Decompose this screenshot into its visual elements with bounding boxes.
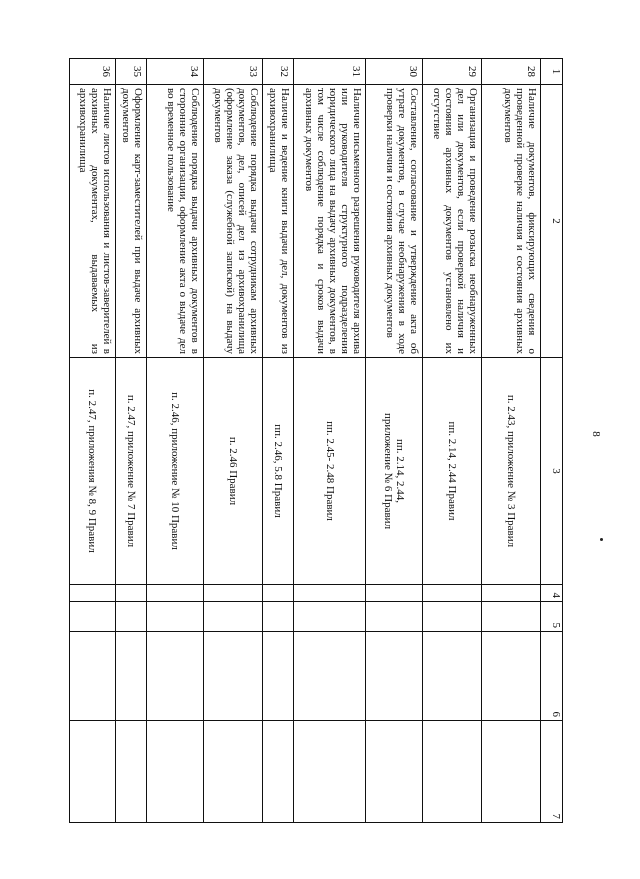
empty-answer-cell-7 <box>481 721 540 823</box>
table-row <box>294 59 366 823</box>
empty-answer-cell-4 <box>481 585 540 602</box>
table-row <box>366 59 423 823</box>
header-cell-6: 6 <box>541 632 563 721</box>
rule-reference <box>203 358 262 585</box>
requirement-description: Наличие письменного разрешения руководителя архива или руководителя структурного подразделения юридического лица на выдачу архивных документов, в том числе соблюдение порядка и сроков выдачи архивных документов <box>294 85 366 358</box>
header-cell-5: 5 <box>541 602 563 632</box>
empty-answer-cell-7 <box>294 721 366 823</box>
empty-answer-cell-6 <box>203 632 262 721</box>
empty-answer-cell-6 <box>146 632 203 721</box>
table-row <box>115 59 146 823</box>
table-row <box>203 59 262 823</box>
row-number: 29 <box>423 59 481 85</box>
header-cell-7: 7 <box>541 721 563 823</box>
header-cell-2: 2 <box>541 85 563 358</box>
row-number: 34 <box>146 59 203 85</box>
requirement-description: Наличие документов, фиксирующих сведения о проведенной проверке наличия и состояния архивных документов <box>481 85 540 358</box>
stray-dot <box>600 538 603 541</box>
empty-answer-cell-7 <box>263 721 294 823</box>
row-number: 33 <box>203 59 262 85</box>
empty-answer-cell-6 <box>366 632 423 721</box>
empty-answer-cell-7 <box>115 721 146 823</box>
requirement-description: Оформление карт-заместителей при выдаче архивных документов <box>115 85 146 358</box>
empty-answer-cell-4 <box>294 585 366 602</box>
empty-answer-cell-4 <box>423 585 481 602</box>
table-row <box>70 59 116 823</box>
empty-answer-cell-4 <box>366 585 423 602</box>
row-number: 28 <box>481 59 540 85</box>
empty-answer-cell-5 <box>481 602 540 632</box>
rule-reference-line: пп. 2.14, 2.44 Правил <box>446 421 459 521</box>
empty-answer-cell-7 <box>366 721 423 823</box>
row-number: 30 <box>366 59 423 85</box>
empty-answer-cell-5 <box>146 602 203 632</box>
requirement-description: Соблюдение порядка выдачи сотрудникам архивных документов, дел, описей дел из архивохранилища (оформление заказа (служебной запиской) на выдачу документов <box>203 85 262 358</box>
row-number: 31 <box>294 59 366 85</box>
empty-answer-cell-4 <box>146 585 203 602</box>
header-cell-3: 3 <box>541 358 563 585</box>
empty-answer-cell-4 <box>115 585 146 602</box>
rule-reference-line: п. 2.47, приложение № 7 Правил <box>124 394 137 548</box>
checklist-table-rotated <box>69 58 563 822</box>
rule-reference-line: п. 2.43, приложение № 3 Правил <box>505 394 518 548</box>
empty-answer-cell-6 <box>423 632 481 721</box>
rule-reference-line: приложение № 6 Правил <box>382 412 395 530</box>
rule-reference-line: пп. 2.14, 2.44, <box>394 438 407 504</box>
requirement-description: Наличие и ведение книги выдачи дел, документов из архивохранилища <box>263 85 294 358</box>
empty-answer-cell-5 <box>263 602 294 632</box>
empty-answer-cell-6 <box>263 632 294 721</box>
empty-answer-cell-5 <box>203 602 262 632</box>
table-row <box>423 59 481 823</box>
rule-reference-line: п. 2.46 Правил <box>227 436 240 506</box>
requirement-description: Наличие листов использования и листов-заверителей в архивных документах, выдаваемых из архивохранилища <box>70 85 116 358</box>
requirement-description: Составление, согласование и утверждение акта об утрате документов, в случае необнаружения в ходе проверки наличия и состояния архивных документов <box>366 85 423 358</box>
rule-reference <box>146 358 203 585</box>
row-number: 35 <box>115 59 146 85</box>
empty-answer-cell-5 <box>366 602 423 632</box>
requirement-description: Соблюдение порядка выдачи архивных документов в сторонние организации, оформление акта о выдаче дел во временное пользование <box>146 85 203 358</box>
rule-reference <box>115 358 146 585</box>
table-header-row <box>541 59 563 823</box>
table-row <box>481 59 540 823</box>
empty-answer-cell-5 <box>70 602 116 632</box>
empty-answer-cell-6 <box>115 632 146 721</box>
empty-answer-cell-7 <box>70 721 116 823</box>
table-row <box>263 59 294 823</box>
checklist-table <box>69 58 563 823</box>
header-cell-4: 4 <box>541 585 563 602</box>
empty-answer-cell-4 <box>263 585 294 602</box>
empty-answer-cell-7 <box>146 721 203 823</box>
requirement-description: Организация и проведение розыска необнаруженных дел или документов, если проверкой наличия и состояния архивных документов установлено их отсутствие <box>423 85 481 358</box>
rule-reference <box>366 358 423 585</box>
row-number: 36 <box>70 59 116 85</box>
rule-reference-line: пп. 2.46, 5.8 Правил <box>272 424 285 518</box>
rule-reference-line: п. 2.46, приложение № 10 Правил <box>168 392 181 550</box>
empty-answer-cell-5 <box>294 602 366 632</box>
page-number: 8 <box>590 431 602 437</box>
empty-answer-cell-7 <box>423 721 481 823</box>
rule-reference-line: пп. 2.45- 2.48 Правил <box>323 421 336 521</box>
empty-answer-cell-5 <box>115 602 146 632</box>
empty-answer-cell-6 <box>481 632 540 721</box>
rule-reference <box>263 358 294 585</box>
header-cell-1: 1 <box>541 59 563 85</box>
rule-reference <box>294 358 366 585</box>
empty-answer-cell-6 <box>294 632 366 721</box>
row-number: 32 <box>263 59 294 85</box>
table-row <box>146 59 203 823</box>
rule-reference <box>70 358 116 585</box>
rule-reference <box>423 358 481 585</box>
empty-answer-cell-5 <box>423 602 481 632</box>
empty-answer-cell-7 <box>203 721 262 823</box>
rule-reference <box>481 358 540 585</box>
rule-reference-line: п. 2.47, приложения № 8, 9 Правил <box>86 389 99 553</box>
empty-answer-cell-6 <box>70 632 116 721</box>
empty-answer-cell-4 <box>70 585 116 602</box>
empty-answer-cell-4 <box>203 585 262 602</box>
